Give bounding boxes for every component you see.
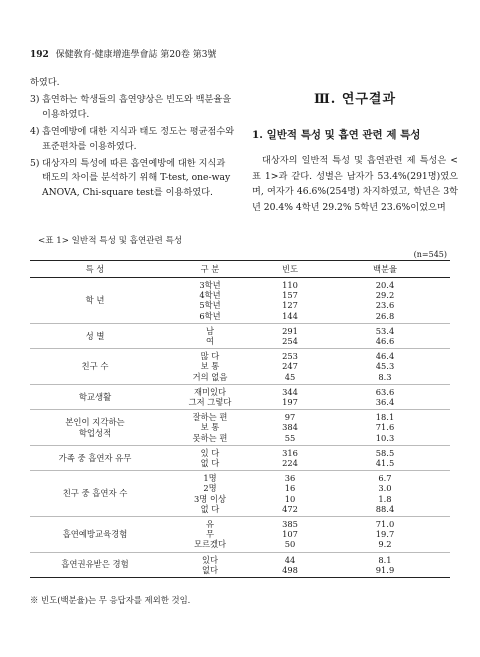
percent-cell [320, 323, 450, 348]
category-value: 보 통 [200, 422, 220, 433]
frequency-value: 44 [284, 554, 296, 565]
percent-value: 20.4 [375, 280, 395, 290]
frequency-value: 253 [282, 351, 298, 362]
percent-value: 36.4 [375, 397, 395, 408]
table-header-row [30, 261, 450, 278]
percent-value: 63.6 [375, 386, 395, 397]
method-item-number: 4) [30, 126, 40, 138]
percent-value: 3.0 [378, 483, 392, 494]
table-caption: <표 1> 일반적 특성 및 흡연관련 특성 [38, 236, 183, 246]
category-value: 없 다 [200, 458, 220, 469]
category-value: 5학년 [199, 300, 221, 311]
category-value: 못하는 편 [192, 432, 228, 443]
category-value: 무 [205, 529, 214, 540]
category-value: 1명 [203, 473, 217, 484]
percent-cell [320, 471, 450, 517]
frequency-value: 197 [282, 397, 298, 408]
frequency-value: 110 [282, 280, 298, 290]
category-value: 있다 [201, 554, 219, 565]
table-row [30, 349, 450, 385]
frequency-value: 144 [282, 310, 298, 321]
frequency-cell [260, 552, 320, 577]
percent-cell [320, 349, 450, 385]
page-number: 192 [30, 50, 49, 60]
frequency-value: 498 [282, 564, 298, 575]
category-cell [160, 471, 260, 517]
category-cell [160, 445, 260, 470]
category-value: 많 다 [200, 351, 220, 362]
percent-value: 10.3 [375, 432, 395, 443]
journal-name: 保健敎育·健康增進學會誌 第20卷 第3號 [55, 50, 217, 60]
characteristic-cell [30, 517, 160, 553]
percent-value: 26.8 [375, 310, 395, 321]
frequency-value: 55 [284, 432, 296, 443]
category-value: 6학년 [199, 310, 221, 321]
table-row [30, 323, 450, 348]
characteristics-table [30, 260, 450, 578]
frequency-value: 50 [284, 539, 296, 550]
method-item-number: 5) [30, 158, 40, 170]
percent-value: 46.6 [375, 336, 395, 347]
characteristic-cell [30, 323, 160, 348]
right-column [252, 92, 458, 215]
percent-value: 41.5 [375, 458, 395, 469]
category-value: 여 [205, 336, 214, 347]
frequency-cell [260, 517, 320, 553]
category-cell [160, 552, 260, 577]
frequency-cell [260, 471, 320, 517]
frequency-value: 45 [284, 371, 296, 382]
frequency-value: 16 [284, 483, 296, 494]
characteristic-label: 학업성적 [78, 427, 112, 438]
characteristic-cell [30, 384, 160, 409]
characteristic-label: 학교생활 [78, 391, 112, 402]
category-value: 없 다 [200, 503, 220, 514]
frequency-value: 385 [282, 519, 298, 530]
frequency-cell [260, 278, 320, 324]
method-item [30, 125, 235, 154]
category-value: 보 통 [200, 361, 220, 372]
percent-value: 1.8 [378, 493, 392, 504]
table-footnote: ※ 빈도(백분율)는 무 응답자를 제외한 것임. [30, 595, 191, 605]
characteristic-cell [30, 552, 160, 577]
frequency-value: 291 [282, 325, 298, 336]
running-header [30, 47, 450, 60]
method-item [30, 93, 235, 122]
percent-value: 71.6 [375, 422, 395, 433]
category-value: 거의 없음 [192, 371, 228, 382]
header-percent: 백분율 [320, 261, 450, 278]
method-list [30, 93, 235, 200]
table-row [30, 552, 450, 577]
characteristic-cell [30, 349, 160, 385]
method-item-text: 흡연예방에 대한 지식과 태도 정도는 평균점수와 표준편차를 이용하였다. [42, 126, 235, 152]
section-title: Ⅲ. 연구결과 [313, 92, 397, 107]
category-value: 3명 이상 [194, 493, 226, 504]
table-row [30, 445, 450, 470]
category-value: 4학년 [199, 290, 221, 301]
characteristic-label: 친구 중 흡연자 수 [62, 488, 128, 499]
percent-cell [320, 552, 450, 577]
percent-cell [320, 445, 450, 470]
frequency-value: 224 [282, 458, 298, 469]
frequency-value: 316 [282, 447, 298, 458]
frequency-value: 97 [284, 412, 296, 423]
category-value: 3학년 [199, 280, 221, 290]
header-category: 구 분 [160, 261, 260, 278]
category-cell [160, 384, 260, 409]
frequency-value: 107 [282, 529, 298, 540]
subsection-title: 1. 일반적 특성 및 흡연 관련 제 특성 [252, 128, 421, 141]
frequency-value: 127 [282, 300, 298, 311]
percent-cell [320, 384, 450, 409]
method-item-number: 3) [30, 94, 40, 106]
characteristic-cell [30, 445, 160, 470]
frequency-value: 157 [282, 290, 298, 301]
characteristic-label: 가족 중 흡연자 유무 [58, 452, 132, 463]
method-item-text: 대상자의 특성에 따른 흡연예방에 대한 지식과 태도의 차이를 분석하기 위해 T-test, one-way ANOVA, Chi-square test를 이용하였다. [42, 158, 231, 198]
characteristic-label: 친구 수 [81, 361, 109, 372]
table-row [30, 471, 450, 517]
characteristic-cell [30, 471, 160, 517]
frequency-value: 472 [282, 503, 298, 514]
category-value: 있 다 [200, 447, 220, 458]
percent-value: 19.7 [375, 529, 395, 540]
frequency-cell [260, 445, 320, 470]
frequency-cell [260, 410, 320, 446]
percent-value: 8.1 [378, 554, 392, 565]
frequency-value: 36 [284, 473, 296, 484]
characteristic-label: 흡연예방교육경험 [62, 528, 128, 539]
percent-value: 6.7 [378, 473, 392, 484]
percent-cell [320, 410, 450, 446]
characteristic-label: 학 년 [85, 294, 105, 305]
percent-value: 23.6 [375, 300, 395, 311]
characteristic-cell [30, 278, 160, 324]
category-value: 그저 그렇다 [188, 397, 232, 408]
method-item [30, 157, 235, 200]
left-column [30, 76, 235, 203]
percent-value: 18.1 [375, 412, 395, 423]
table-row [30, 517, 450, 553]
characteristic-label: 성 별 [85, 330, 105, 341]
category-cell [160, 278, 260, 324]
frequency-value: 247 [282, 361, 298, 372]
percent-value: 91.9 [375, 564, 395, 575]
category-cell [160, 349, 260, 385]
category-value: 잘하는 편 [192, 412, 228, 423]
category-value: 재미있다 [193, 386, 227, 397]
percent-value: 45.3 [375, 361, 395, 372]
header-characteristic: 특 성 [30, 261, 160, 278]
header-frequency: 빈도 [260, 261, 320, 278]
percent-value: 71.0 [375, 519, 395, 530]
category-value: 유 [205, 519, 214, 530]
percent-value: 46.4 [375, 351, 395, 362]
category-cell [160, 323, 260, 348]
category-value: 모르겠다 [193, 539, 227, 550]
table-body [30, 278, 450, 578]
percent-cell [320, 278, 450, 324]
frequency-value: 10 [284, 493, 296, 504]
frequency-value: 384 [282, 422, 298, 433]
percent-value: 9.2 [378, 539, 392, 550]
table-row [30, 278, 450, 324]
frequency-cell [260, 349, 320, 385]
table-row [30, 410, 450, 446]
category-cell [160, 410, 260, 446]
frequency-value: 254 [282, 336, 298, 347]
percent-value: 58.5 [375, 447, 395, 458]
percent-value: 88.4 [375, 503, 395, 514]
percent-value: 53.4 [375, 325, 395, 336]
category-value: 남 [205, 325, 214, 336]
percent-cell [320, 517, 450, 553]
characteristic-label: 흡연권유받은 경험 [61, 559, 129, 570]
frequency-cell [260, 323, 320, 348]
characteristic-cell [30, 410, 160, 446]
table-row [30, 384, 450, 409]
results-paragraph: 대상자의 일반적 특성 및 흡연관련 제 특성은 <표 1>과 같다. 성별은 남자가 53.4%(291명)였으며, 여자가 46.6%(254명) 차지하였고, 학년은 3학년 20.4% 4학년 29.2% 5학년 23.6%이었으며 [252, 155, 458, 213]
percent-value: 29.2 [375, 290, 395, 301]
method-item-text: 흡연하는 학생들의 흡연양상은 빈도와 백분율을 이용하였다. [42, 94, 232, 120]
frequency-value: 344 [282, 386, 298, 397]
continuation-text: 하였다. [30, 77, 60, 88]
category-cell [160, 517, 260, 553]
sample-size-note: (n=545) [413, 250, 447, 259]
category-value: 없다 [201, 564, 219, 575]
characteristic-label: 본인이 지각하는 [65, 416, 125, 427]
frequency-cell [260, 384, 320, 409]
category-value: 2명 [203, 483, 217, 494]
percent-value: 8.3 [378, 371, 392, 382]
